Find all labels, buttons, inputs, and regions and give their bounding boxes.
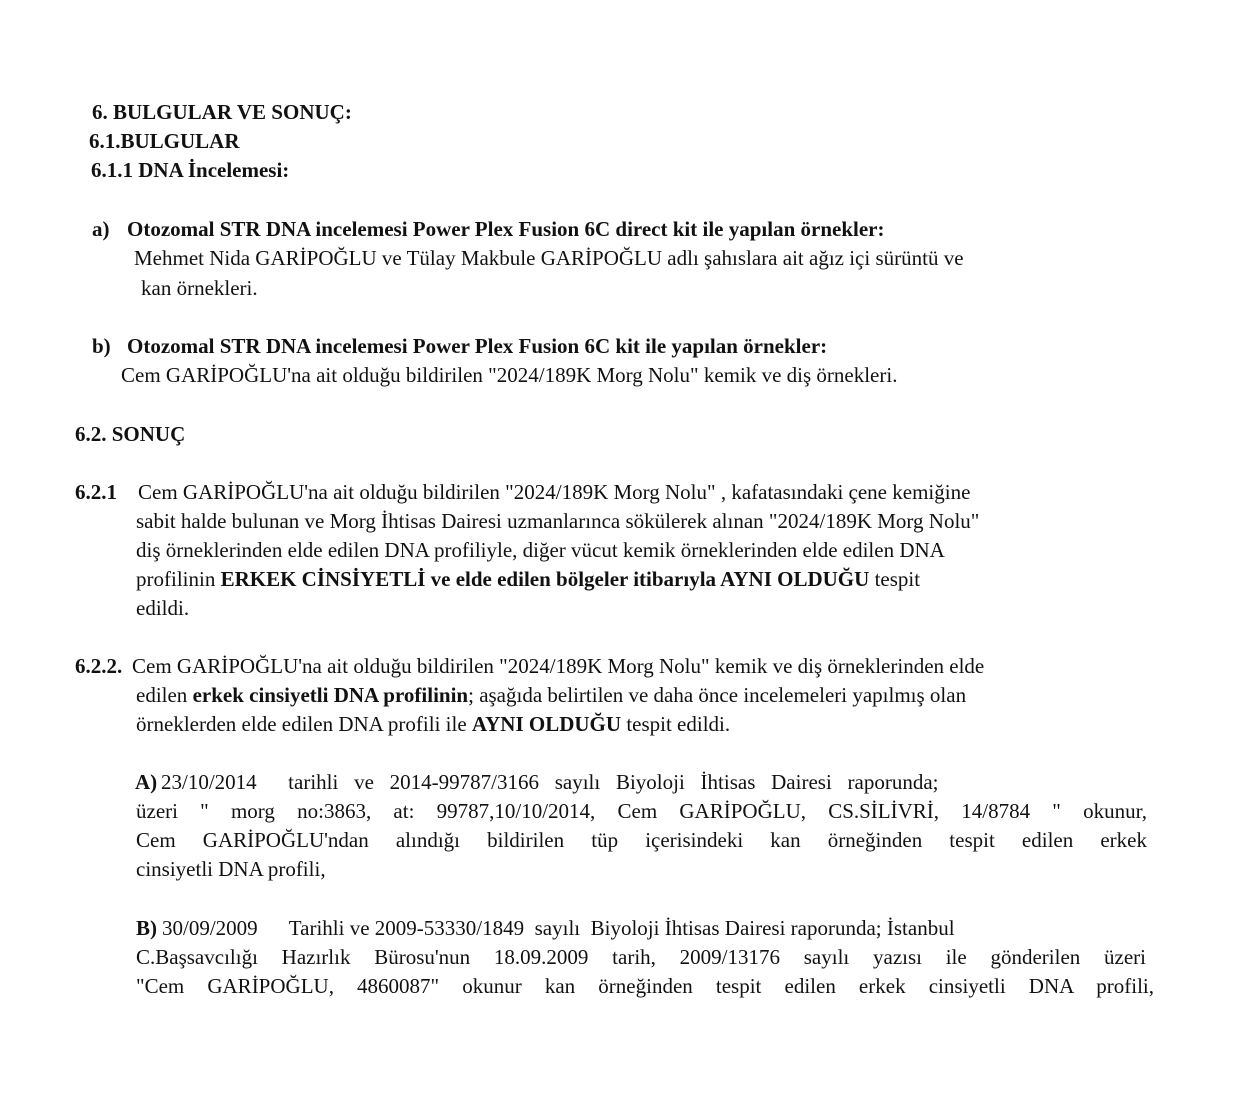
section-6-1-heading: 6.1.BULGULAR	[89, 129, 240, 153]
subitem-B-line: 30/09/2009 Tarihli ve 2009-53330/1849 sayılı Biyoloji İhtisas Dairesi raporunda; İstanbul	[162, 916, 955, 940]
paragraph-6-2-1-line: diş örneklerinden elde edilen DNA profiliyle, diğer vücut kemik örneklerinden elde edilen DNA	[136, 538, 945, 562]
item-b-line: Cem GARİPOĞLU'na ait olduğu bildirilen "2024/189K Morg Nolu" kemik ve diş örnekleri.	[121, 363, 898, 387]
subitem-A-line: Cem GARİPOĞLU'ndan alındığı bildirilen tüp içerisindeki kan örneğinden tespit edilen erkek	[136, 828, 1147, 852]
same-emphasis: AYNI OLDUĞU	[471, 712, 622, 736]
paragraph-6-2-1-line: Cem GARİPOĞLU'na ait olduğu bildirilen "2024/189K Morg Nolu" , kafatasındaki çene kemiğine	[138, 480, 971, 504]
subitem-B-line: C.Başsavcılığı Hazırlık Bürosu'nun 18.09.2009 tarih, 2009/13176 sayılı yazısı ile gönderilen üzeri	[136, 945, 1146, 969]
item-a-line: kan örnekleri.	[141, 276, 258, 300]
paragraph-6-2-2-line: edilen erkek cinsiyetli DNA profilinin; aşağıda belirtilen ve daha önce incelemeleri yapılmış olan	[136, 683, 967, 707]
section-6-1-1-heading: 6.1.1 DNA İncelemesi:	[91, 158, 290, 182]
section-6-heading: 6. BULGULAR VE SONUÇ:	[92, 100, 352, 124]
subitem-A-label: A)	[135, 770, 158, 794]
profile-emphasis: erkek cinsiyetli DNA profilinin	[192, 683, 469, 707]
subitem-B-line: "Cem GARİPOĞLU, 4860087" okunur kan örneğinden tespit edilen erkek cinsiyetli DNA profili,	[136, 974, 1154, 998]
item-b-title: Otozomal STR DNA incelemesi Power Plex Fusion 6C kit ile yapılan örnekler:	[127, 334, 828, 358]
subitem-A-line: üzeri " morg no:3863, at: 99787,10/10/2014, Cem GARİPOĞLU, CS.SİLİVRİ, 14/8784 " okunur,	[136, 799, 1147, 823]
paragraph-6-2-1-line: edildi.	[136, 596, 190, 620]
item-a-line: Mehmet Nida GARİPOĞLU ve Tülay Makbule GARİPOĞLU adlı şahıslara ait ağız içi sürüntü ve	[134, 246, 964, 270]
item-b-label: b)	[92, 334, 111, 358]
subitem-A-line: cinsiyetli DNA profili,	[136, 857, 326, 881]
paragraph-6-2-2-line: Cem GARİPOĞLU'na ait olduğu bildirilen "2024/189K Morg Nolu" kemik ve diş örneklerinden elde	[132, 654, 985, 678]
section-6-2-heading: 6.2. SONUÇ	[75, 422, 186, 446]
conclusion-emphasis: ERKEK CİNSİYETLİ ve elde edilen bölgeler itibarıyla AYNI OLDUĞU	[220, 567, 870, 591]
paragraph-6-2-1-number: 6.2.1	[75, 480, 117, 504]
subitem-A-line: 23/10/2014 tarihli ve 2014-99787/3166 sayılı Biyoloji İhtisas Dairesi raporunda;	[161, 770, 939, 794]
item-a-label: a)	[92, 217, 110, 241]
subitem-B-label: B)	[136, 916, 157, 940]
paragraph-6-2-1-line: sabit halde bulunan ve Morg İhtisas Dairesi uzmanlarınca sökülerek alınan "2024/189K Morg Nolu"	[136, 509, 980, 533]
paragraph-6-2-2-number: 6.2.2.	[75, 654, 123, 678]
paragraph-6-2-2-line: örneklerden elde edilen DNA profili ile AYNI OLDUĞU tespit edildi.	[136, 712, 731, 736]
item-a-title: Otozomal STR DNA incelemesi Power Plex Fusion 6C direct kit ile yapılan örnekler:	[127, 217, 885, 241]
paragraph-6-2-1-line: profilinin ERKEK CİNSİYETLİ ve elde edilen bölgeler itibarıyla AYNI OLDUĞU tespit	[136, 567, 921, 591]
